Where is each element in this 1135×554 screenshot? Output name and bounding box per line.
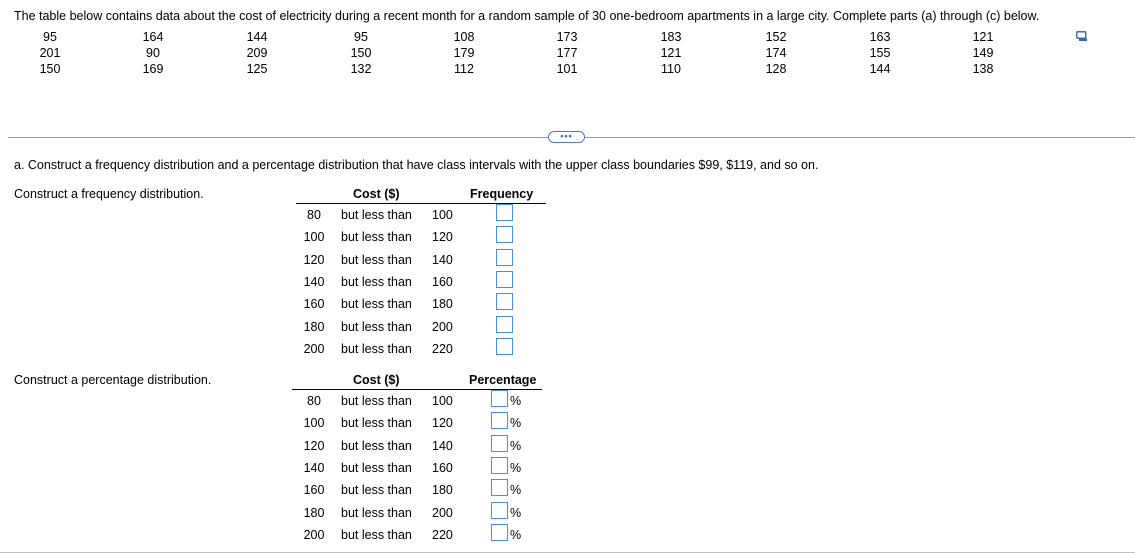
class-connector: but less than: [341, 438, 412, 453]
class-lower-bound: 120: [303, 252, 325, 267]
data-cell: 150: [350, 46, 372, 60]
pct-cost-header: Cost ($): [353, 373, 400, 387]
class-connector: but less than: [341, 208, 412, 222]
class-lower-bound: 140: [303, 274, 325, 289]
data-cell: 152: [765, 30, 787, 44]
class-lower-bound: 180: [303, 319, 325, 334]
class-connector: but less than: [341, 252, 412, 267]
percent-sign: %: [510, 460, 522, 475]
data-cell: 121: [972, 30, 994, 44]
data-cell: 174: [765, 46, 787, 60]
data-cell: 121: [660, 46, 682, 60]
frequency-input[interactable]: [496, 226, 513, 243]
data-cell: 179: [453, 46, 475, 60]
class-upper-bound: 100: [432, 208, 453, 222]
percentage-input[interactable]: [491, 412, 508, 429]
data-cell: 110: [661, 62, 681, 76]
frequency-prompt: Construct a frequency distribution.: [14, 187, 204, 201]
percent-sign: %: [510, 527, 522, 542]
class-connector: but less than: [341, 230, 412, 245]
data-cell: 163: [869, 30, 891, 44]
class-upper-bound: 200: [432, 505, 453, 520]
data-cell: 177: [556, 46, 578, 60]
percent-sign: %: [510, 438, 522, 453]
class-upper-bound: 120: [432, 230, 453, 245]
frequency-input[interactable]: [496, 338, 513, 355]
class-upper-bound: 140: [432, 438, 453, 453]
freq-cost-header: Cost ($): [353, 187, 400, 201]
class-lower-bound: 160: [303, 297, 325, 312]
class-connector: but less than: [341, 460, 412, 475]
class-lower-bound: 180: [303, 505, 325, 520]
class-connector: but less than: [341, 505, 412, 520]
part-a-instructions: a. Construct a frequency distribution and a percentage distribution that have class intervals with the upper class boundaries $99, $119, and so on.: [14, 158, 819, 172]
class-connector: but less than: [341, 319, 412, 334]
class-upper-bound: 140: [432, 252, 453, 267]
frequency-input[interactable]: [496, 249, 513, 266]
data-cell: 173: [556, 30, 578, 44]
class-upper-bound: 120: [432, 416, 453, 431]
class-connector: but less than: [341, 297, 412, 312]
percent-sign: %: [510, 483, 522, 498]
data-cell: 128: [765, 62, 787, 76]
expand-more-button[interactable]: •••: [548, 131, 585, 143]
data-cell: 90: [146, 46, 160, 60]
data-cell: 95: [354, 30, 368, 44]
copy-icon[interactable]: [1076, 31, 1088, 42]
class-lower-bound: 140: [303, 460, 325, 475]
class-upper-bound: 160: [432, 460, 453, 475]
bottom-scroll-edge: [0, 552, 1135, 553]
data-cell: 112: [454, 62, 474, 76]
frequency-input[interactable]: [496, 293, 513, 310]
frequency-input[interactable]: [496, 271, 513, 288]
percentage-input[interactable]: [491, 435, 508, 452]
class-lower-bound: 120: [303, 438, 325, 453]
percentage-input[interactable]: [491, 502, 508, 519]
percentage-input[interactable]: [491, 457, 508, 474]
class-lower-bound: 100: [303, 230, 325, 245]
data-cell: 183: [660, 30, 682, 44]
class-upper-bound: 180: [432, 483, 453, 498]
class-connector: but less than: [341, 416, 412, 431]
percent-sign: %: [510, 416, 522, 431]
data-cell: 108: [453, 30, 475, 44]
data-cell: 101: [556, 62, 578, 76]
percentage-input[interactable]: [491, 524, 508, 541]
freq-frequency-header: Frequency: [470, 187, 534, 201]
percent-sign: %: [510, 505, 522, 520]
data-cell: 209: [246, 46, 268, 60]
data-cell: 201: [39, 46, 61, 60]
data-cell: 155: [869, 46, 891, 60]
class-upper-bound: 220: [432, 341, 453, 356]
data-cell: 125: [246, 62, 268, 76]
class-lower-bound: 100: [303, 416, 325, 431]
class-lower-bound: 200: [303, 527, 325, 542]
data-cell: 169: [142, 62, 164, 76]
pct-percentage-header: Percentage: [469, 373, 537, 387]
class-upper-bound: 180: [432, 297, 453, 312]
class-upper-bound: 160: [432, 274, 453, 289]
class-upper-bound: 220: [432, 527, 453, 542]
percentage-input[interactable]: [491, 390, 508, 407]
data-cell: 149: [972, 46, 994, 60]
data-cell: 132: [350, 62, 372, 76]
data-cell: 144: [246, 30, 268, 44]
class-lower-bound: 200: [303, 341, 325, 356]
data-cell: 164: [142, 30, 164, 44]
class-connector: but less than: [341, 527, 412, 542]
class-connector: but less than: [341, 483, 412, 498]
percent-sign: %: [510, 394, 522, 408]
class-upper-bound: 100: [432, 394, 453, 408]
class-connector: but less than: [341, 341, 412, 356]
class-lower-bound: 80: [307, 394, 321, 408]
percentage-input[interactable]: [491, 479, 508, 496]
data-cell: 95: [43, 30, 57, 44]
class-connector: but less than: [341, 274, 412, 289]
data-cell: 138: [972, 62, 994, 76]
frequency-input[interactable]: [496, 316, 513, 333]
frequency-input[interactable]: [496, 204, 513, 221]
class-connector: but less than: [341, 394, 412, 408]
percentage-prompt: Construct a percentage distribution.: [14, 373, 212, 387]
data-cell: 150: [39, 62, 61, 76]
class-upper-bound: 200: [432, 319, 453, 334]
class-lower-bound: 160: [303, 483, 325, 498]
class-lower-bound: 80: [307, 208, 321, 222]
question-intro: The table below contains data about the cost of electricity during a recent month for a random sample of 30 one-bedroom apartments in a large city. Complete parts (a) through (c) below.: [14, 9, 1040, 23]
data-cell: 144: [869, 62, 891, 76]
